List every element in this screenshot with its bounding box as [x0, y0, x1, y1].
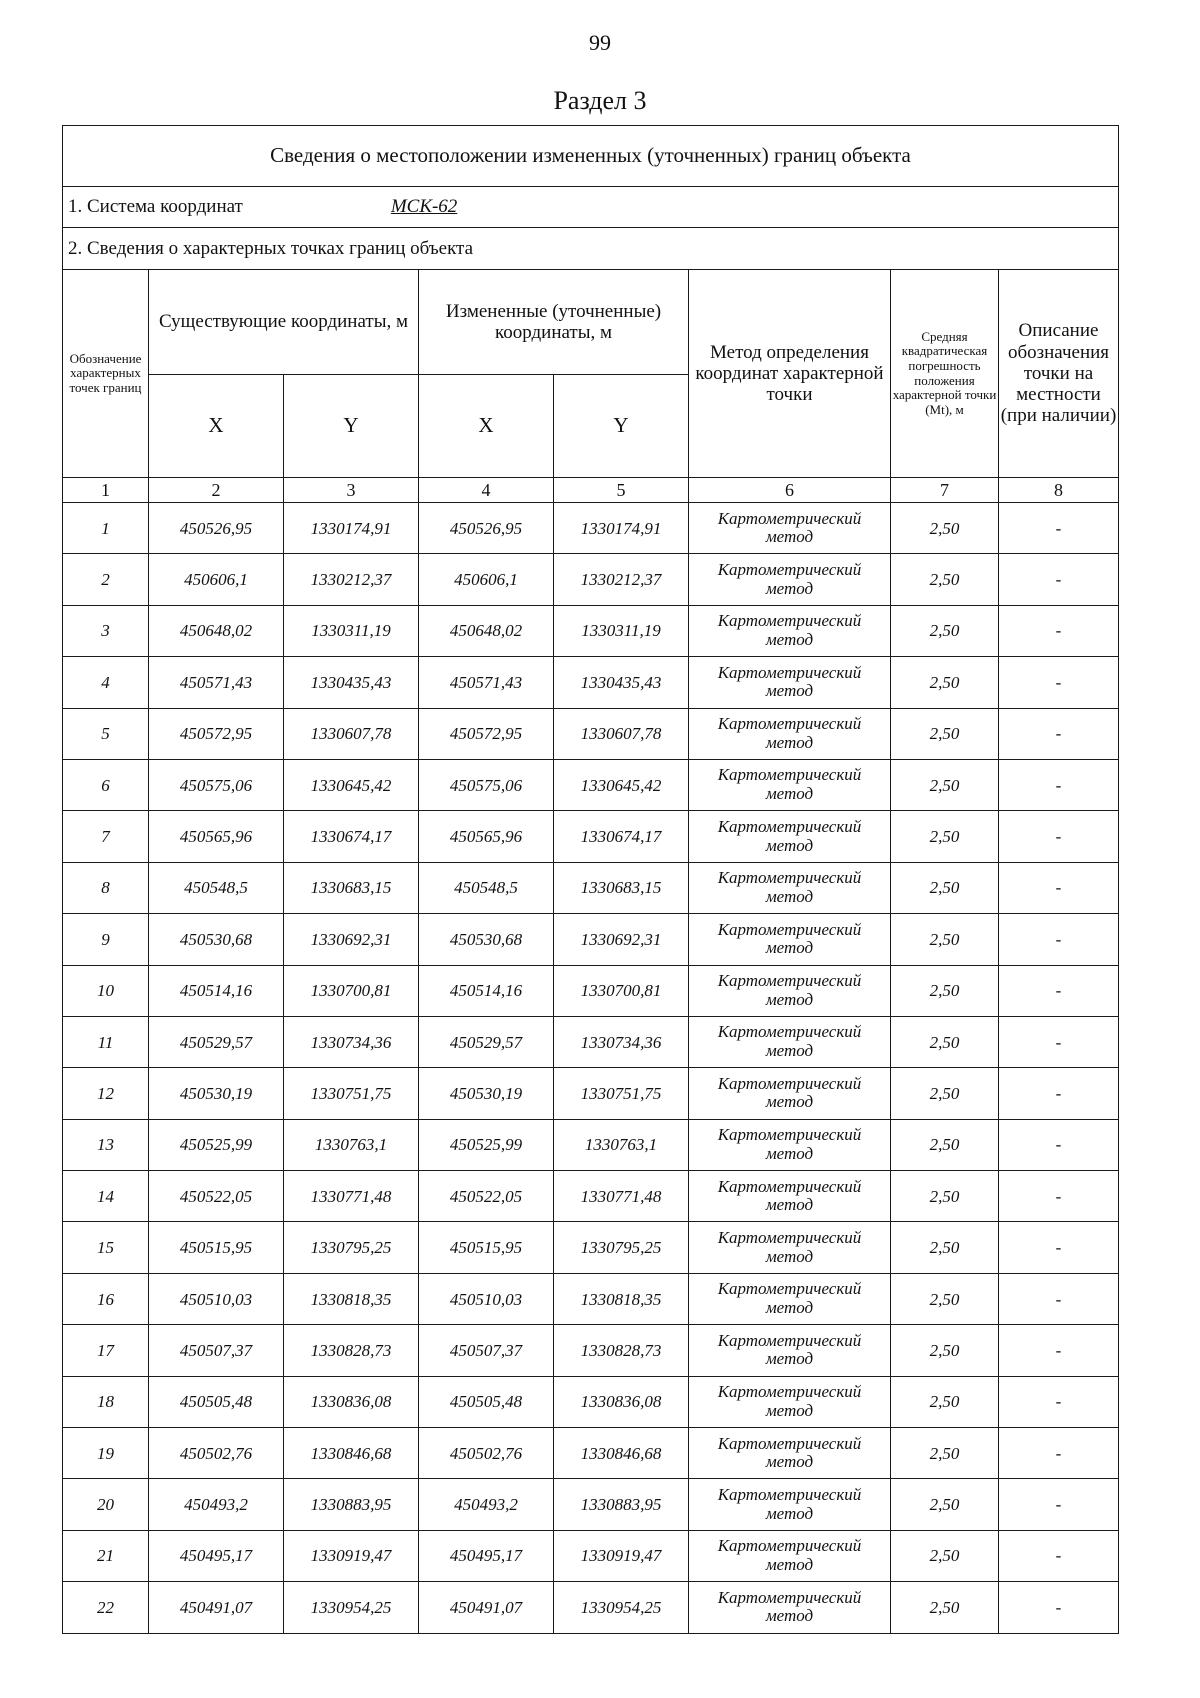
existing-x-cell: 450515,95 — [149, 1222, 284, 1273]
method-line: Картометрический — [717, 662, 862, 682]
table-row — [63, 1273, 1119, 1324]
column-numbers-row — [63, 478, 1119, 503]
existing-x-cell: 450514,16 — [149, 965, 284, 1016]
existing-y-cell: 1330683,15 — [284, 862, 419, 913]
method-cell — [689, 605, 891, 656]
description-cell: - — [999, 1582, 1119, 1633]
changed-x-cell: 450606,1 — [419, 554, 554, 605]
method-line: метод — [765, 1143, 814, 1163]
point-number-cell: 3 — [63, 605, 149, 656]
existing-y-cell: 1330771,48 — [284, 1171, 419, 1222]
method-cell — [689, 554, 891, 605]
point-number-cell: 22 — [63, 1582, 149, 1633]
changed-y-cell: 1330883,95 — [554, 1479, 689, 1530]
description-cell: - — [999, 708, 1119, 759]
existing-y-cell: 1330435,43 — [284, 657, 419, 708]
method-line: Картометрический — [717, 868, 862, 888]
method-line: метод — [765, 1246, 814, 1266]
method-cell — [689, 1325, 891, 1376]
boundary-points-table — [62, 125, 1119, 1634]
method-line: Картометрический — [717, 1536, 862, 1556]
header-mean-error: Средняя квадратическая погрешность положения характерной точки (Mt), м — [891, 270, 999, 478]
mean-error-cell: 2,50 — [891, 1171, 999, 1222]
column-number: 7 — [891, 478, 999, 503]
column-number: 8 — [999, 478, 1119, 503]
existing-y-cell: 1330692,31 — [284, 914, 419, 965]
changed-y-cell: 1330836,08 — [554, 1376, 689, 1427]
description-cell: - — [999, 657, 1119, 708]
description-cell: - — [999, 1068, 1119, 1119]
point-number-cell: 4 — [63, 657, 149, 708]
mean-error-cell: 2,50 — [891, 554, 999, 605]
changed-y-cell: 1330674,17 — [554, 811, 689, 862]
method-line: метод — [765, 1606, 814, 1626]
method-cell — [689, 759, 891, 810]
changed-x-cell: 450575,06 — [419, 759, 554, 810]
method-cell — [689, 1479, 891, 1530]
mean-error-cell: 2,50 — [891, 657, 999, 708]
description-cell: - — [999, 1016, 1119, 1067]
table-row — [63, 1376, 1119, 1427]
method-cell — [689, 965, 891, 1016]
existing-x-cell: 450648,02 — [149, 605, 284, 656]
mean-error-cell: 2,50 — [891, 708, 999, 759]
changed-x-cell: 450530,19 — [419, 1068, 554, 1119]
description-cell: - — [999, 503, 1119, 554]
method-line: Картометрический — [717, 714, 862, 734]
method-line: метод — [765, 1041, 814, 1061]
method-cell — [689, 1582, 891, 1633]
existing-x-cell: 450530,68 — [149, 914, 284, 965]
existing-x-cell: 450510,03 — [149, 1273, 284, 1324]
description-cell: - — [999, 1171, 1119, 1222]
method-line: метод — [765, 1400, 814, 1420]
method-line: метод — [765, 1452, 814, 1472]
changed-y-cell: 1330954,25 — [554, 1582, 689, 1633]
existing-y-cell: 1330645,42 — [284, 759, 419, 810]
method-line: метод — [765, 1195, 814, 1215]
changed-x-cell: 450491,07 — [419, 1582, 554, 1633]
existing-x-cell: 450529,57 — [149, 1016, 284, 1067]
method-line: метод — [765, 1092, 814, 1112]
existing-y-cell: 1330836,08 — [284, 1376, 419, 1427]
table-row — [63, 605, 1119, 656]
changed-x-cell: 450548,5 — [419, 862, 554, 913]
mean-error-cell: 2,50 — [891, 1068, 999, 1119]
description-cell: - — [999, 914, 1119, 965]
method-line: Картометрический — [717, 1176, 862, 1196]
description-cell: - — [999, 1273, 1119, 1324]
method-line: Картометрический — [717, 816, 862, 836]
existing-y-cell: 1330883,95 — [284, 1479, 419, 1530]
method-line: метод — [765, 1349, 814, 1369]
changed-x-cell: 450507,37 — [419, 1325, 554, 1376]
existing-y-cell: 1330763,1 — [284, 1119, 419, 1170]
changed-y-cell: 1330645,42 — [554, 759, 689, 810]
point-number-cell: 13 — [63, 1119, 149, 1170]
method-line: Картометрический — [717, 1227, 862, 1247]
changed-x-cell: 450648,02 — [419, 605, 554, 656]
column-number: 1 — [63, 478, 149, 503]
point-number-cell: 18 — [63, 1376, 149, 1427]
mean-error-cell: 2,50 — [891, 1119, 999, 1170]
changed-y-cell: 1330919,47 — [554, 1530, 689, 1581]
description-cell: - — [999, 1119, 1119, 1170]
description-cell: - — [999, 605, 1119, 656]
method-line: Картометрический — [717, 971, 862, 991]
existing-x-cell: 450502,76 — [149, 1428, 284, 1479]
changed-x-cell: 450493,2 — [419, 1479, 554, 1530]
existing-y-cell: 1330174,91 — [284, 503, 419, 554]
description-cell: - — [999, 811, 1119, 862]
changed-y-cell: 1330683,15 — [554, 862, 689, 913]
method-line: Картометрический — [717, 559, 862, 579]
mean-error-cell: 2,50 — [891, 965, 999, 1016]
table-row — [63, 1119, 1119, 1170]
mean-error-cell: 2,50 — [891, 1016, 999, 1067]
existing-y-cell: 1330607,78 — [284, 708, 419, 759]
method-line: Картометрический — [717, 508, 862, 528]
method-line: метод — [765, 1555, 814, 1574]
mean-error-cell: 2,50 — [891, 914, 999, 965]
table-row — [63, 914, 1119, 965]
method-line: Картометрический — [717, 1125, 862, 1145]
method-line: Картометрический — [717, 1073, 862, 1093]
description-cell: - — [999, 1376, 1119, 1427]
existing-x-cell: 450525,99 — [149, 1119, 284, 1170]
method-line: метод — [765, 732, 814, 752]
existing-y-cell: 1330311,19 — [284, 605, 419, 656]
method-line: метод — [765, 989, 814, 1009]
point-number-cell: 11 — [63, 1016, 149, 1067]
mean-error-cell: 2,50 — [891, 1530, 999, 1581]
point-number-cell: 19 — [63, 1428, 149, 1479]
method-cell — [689, 811, 891, 862]
table-caption: Сведения о местоположении измененных (уточненных) границ объекта — [63, 126, 1119, 187]
description-cell: - — [999, 1428, 1119, 1479]
header-method: Метод определения координат характерной точки — [689, 270, 891, 478]
method-line: Картометрический — [717, 1022, 862, 1042]
method-cell — [689, 1376, 891, 1427]
existing-x-cell: 450522,05 — [149, 1171, 284, 1222]
header-changed-x: X — [419, 375, 554, 478]
changed-x-cell: 450525,99 — [419, 1119, 554, 1170]
description-cell: - — [999, 554, 1119, 605]
method-line: метод — [765, 1503, 814, 1523]
changed-y-cell: 1330607,78 — [554, 708, 689, 759]
changed-x-cell: 450530,68 — [419, 914, 554, 965]
page-number: 99 — [589, 30, 611, 55]
description-cell: - — [999, 862, 1119, 913]
method-line: Картометрический — [717, 1382, 862, 1402]
mean-error-cell: 2,50 — [891, 503, 999, 554]
existing-x-cell: 450565,96 — [149, 811, 284, 862]
point-number-cell: 1 — [63, 503, 149, 554]
description-cell: - — [999, 1222, 1119, 1273]
method-cell — [689, 1119, 891, 1170]
mean-error-cell: 2,50 — [891, 1222, 999, 1273]
mean-error-cell: 2,50 — [891, 759, 999, 810]
existing-y-cell: 1330734,36 — [284, 1016, 419, 1067]
table-row — [63, 1325, 1119, 1376]
changed-x-cell: 450514,16 — [419, 965, 554, 1016]
header-changed-coords: Измененные (уточненные) координаты, м — [419, 270, 689, 375]
mean-error-cell: 2,50 — [891, 862, 999, 913]
method-cell — [689, 1016, 891, 1067]
existing-x-cell: 450572,95 — [149, 708, 284, 759]
header-description: Описание обозначения точки на местности (при наличии) — [999, 270, 1119, 478]
table-row — [63, 1582, 1119, 1633]
header-existing-x: X — [149, 375, 284, 478]
existing-y-cell: 1330919,47 — [284, 1530, 419, 1581]
method-line: метод — [765, 784, 814, 804]
point-number-cell: 20 — [63, 1479, 149, 1530]
existing-y-cell: 1330212,37 — [284, 554, 419, 605]
point-number-cell: 21 — [63, 1530, 149, 1581]
mean-error-cell: 2,50 — [891, 1428, 999, 1479]
changed-y-cell: 1330435,43 — [554, 657, 689, 708]
method-line: метод — [765, 681, 814, 701]
method-line: Картометрический — [717, 1484, 862, 1504]
header-changed-y: Y — [554, 375, 689, 478]
existing-y-cell: 1330751,75 — [284, 1068, 419, 1119]
method-line: метод — [765, 1298, 814, 1318]
mean-error-cell: 2,50 — [891, 605, 999, 656]
existing-x-cell: 450606,1 — [149, 554, 284, 605]
table-row — [63, 1479, 1119, 1530]
table-row — [63, 657, 1119, 708]
description-cell: - — [999, 965, 1119, 1016]
changed-y-cell: 1330692,31 — [554, 914, 689, 965]
point-number-cell: 5 — [63, 708, 149, 759]
changed-x-cell: 450522,05 — [419, 1171, 554, 1222]
column-number: 4 — [419, 478, 554, 503]
existing-y-cell: 1330795,25 — [284, 1222, 419, 1273]
existing-x-cell: 450493,2 — [149, 1479, 284, 1530]
point-number-cell: 14 — [63, 1171, 149, 1222]
mean-error-cell: 2,50 — [891, 1325, 999, 1376]
method-cell — [689, 708, 891, 759]
changed-y-cell: 1330818,35 — [554, 1273, 689, 1324]
table-row — [63, 1171, 1119, 1222]
method-line: метод — [765, 886, 814, 906]
existing-x-cell: 450507,37 — [149, 1325, 284, 1376]
method-line: Картометрический — [717, 611, 862, 631]
changed-x-cell: 450529,57 — [419, 1016, 554, 1067]
section-title: Раздел 3 — [553, 86, 647, 115]
column-number: 6 — [689, 478, 891, 503]
changed-x-cell: 450502,76 — [419, 1428, 554, 1479]
existing-x-cell: 450526,95 — [149, 503, 284, 554]
changed-y-cell: 1330311,19 — [554, 605, 689, 656]
method-line: Картометрический — [717, 1330, 862, 1350]
coord-system-value: МСК-62 — [390, 196, 458, 218]
method-cell — [689, 503, 891, 554]
description-cell: - — [999, 759, 1119, 810]
method-line: метод — [765, 527, 814, 547]
table-row — [63, 811, 1119, 862]
method-cell — [689, 1428, 891, 1479]
existing-y-cell: 1330846,68 — [284, 1428, 419, 1479]
point-number-cell: 17 — [63, 1325, 149, 1376]
point-number-cell: 6 — [63, 759, 149, 810]
table-row — [63, 1530, 1119, 1581]
table-row — [63, 503, 1119, 554]
table-row — [63, 965, 1119, 1016]
changed-x-cell: 450505,48 — [419, 1376, 554, 1427]
table-row — [63, 708, 1119, 759]
description-cell: - — [999, 1479, 1119, 1530]
changed-y-cell: 1330771,48 — [554, 1171, 689, 1222]
existing-y-cell: 1330674,17 — [284, 811, 419, 862]
changed-y-cell: 1330846,68 — [554, 1428, 689, 1479]
changed-y-cell: 1330700,81 — [554, 965, 689, 1016]
mean-error-cell: 2,50 — [891, 1479, 999, 1530]
table-row — [63, 1016, 1119, 1067]
changed-x-cell: 450510,03 — [419, 1273, 554, 1324]
changed-x-cell: 450495,17 — [419, 1530, 554, 1581]
table-row — [63, 759, 1119, 810]
existing-x-cell: 450530,19 — [149, 1068, 284, 1119]
method-cell — [689, 1530, 891, 1581]
method-cell — [689, 1068, 891, 1119]
changed-x-cell: 450515,95 — [419, 1222, 554, 1273]
table-row — [63, 554, 1119, 605]
point-number-cell: 7 — [63, 811, 149, 862]
existing-y-cell: 1330954,25 — [284, 1582, 419, 1633]
method-line: Картометрический — [717, 1433, 862, 1453]
changed-y-cell: 1330212,37 — [554, 554, 689, 605]
point-number-cell: 8 — [63, 862, 149, 913]
changed-x-cell: 450526,95 — [419, 503, 554, 554]
existing-y-cell: 1330700,81 — [284, 965, 419, 1016]
column-number: 2 — [149, 478, 284, 503]
point-number-cell: 16 — [63, 1273, 149, 1324]
point-number-cell: 9 — [63, 914, 149, 965]
table-row — [63, 1068, 1119, 1119]
method-line: Картометрический — [717, 1587, 862, 1607]
coord-system-row — [63, 187, 1119, 228]
method-line: метод — [765, 629, 814, 649]
existing-y-cell: 1330828,73 — [284, 1325, 419, 1376]
mean-error-cell: 2,50 — [891, 1273, 999, 1324]
changed-y-cell: 1330751,75 — [554, 1068, 689, 1119]
existing-x-cell: 450491,07 — [149, 1582, 284, 1633]
column-number: 3 — [284, 478, 419, 503]
point-number-cell: 2 — [63, 554, 149, 605]
changed-y-cell: 1330174,91 — [554, 503, 689, 554]
method-line: метод — [765, 938, 814, 958]
header-existing-y: Y — [284, 375, 419, 478]
method-cell — [689, 862, 891, 913]
method-line: Картометрический — [717, 919, 862, 939]
changed-y-cell: 1330828,73 — [554, 1325, 689, 1376]
method-cell — [689, 914, 891, 965]
changed-x-cell: 450565,96 — [419, 811, 554, 862]
existing-x-cell: 450548,5 — [149, 862, 284, 913]
method-line: Картометрический — [717, 765, 862, 785]
existing-x-cell: 450495,17 — [149, 1530, 284, 1581]
mean-error-cell: 2,50 — [891, 811, 999, 862]
point-number-cell: 10 — [63, 965, 149, 1016]
description-cell: - — [999, 1530, 1119, 1581]
method-line: метод — [765, 835, 814, 855]
table-row — [63, 862, 1119, 913]
point-number-cell: 12 — [63, 1068, 149, 1119]
method-line: метод — [765, 578, 814, 598]
table-row — [63, 1222, 1119, 1273]
existing-x-cell: 450571,43 — [149, 657, 284, 708]
changed-y-cell: 1330734,36 — [554, 1016, 689, 1067]
point-number-cell: 15 — [63, 1222, 149, 1273]
coord-system-label: 1. Система координат — [68, 196, 243, 218]
table-row — [63, 1428, 1119, 1479]
description-cell: - — [999, 1325, 1119, 1376]
changed-x-cell: 450572,95 — [419, 708, 554, 759]
existing-y-cell: 1330818,35 — [284, 1273, 419, 1324]
header-designation: Обозначение характерных точек границ — [63, 270, 149, 478]
mean-error-cell: 2,50 — [891, 1376, 999, 1427]
method-cell — [689, 1222, 891, 1273]
method-cell — [689, 1273, 891, 1324]
column-number: 5 — [554, 478, 689, 503]
method-line: Картометрический — [717, 1279, 862, 1299]
header-existing-coords: Существующие координаты, м — [149, 270, 419, 375]
changed-y-cell: 1330795,25 — [554, 1222, 689, 1273]
existing-x-cell: 450575,06 — [149, 759, 284, 810]
existing-x-cell: 450505,48 — [149, 1376, 284, 1427]
points-heading: 2. Сведения о характерных точках границ объекта — [63, 228, 1119, 270]
mean-error-cell: 2,50 — [891, 1582, 999, 1633]
method-cell — [689, 657, 891, 708]
changed-x-cell: 450571,43 — [419, 657, 554, 708]
changed-y-cell: 1330763,1 — [554, 1119, 689, 1170]
method-cell — [689, 1171, 891, 1222]
